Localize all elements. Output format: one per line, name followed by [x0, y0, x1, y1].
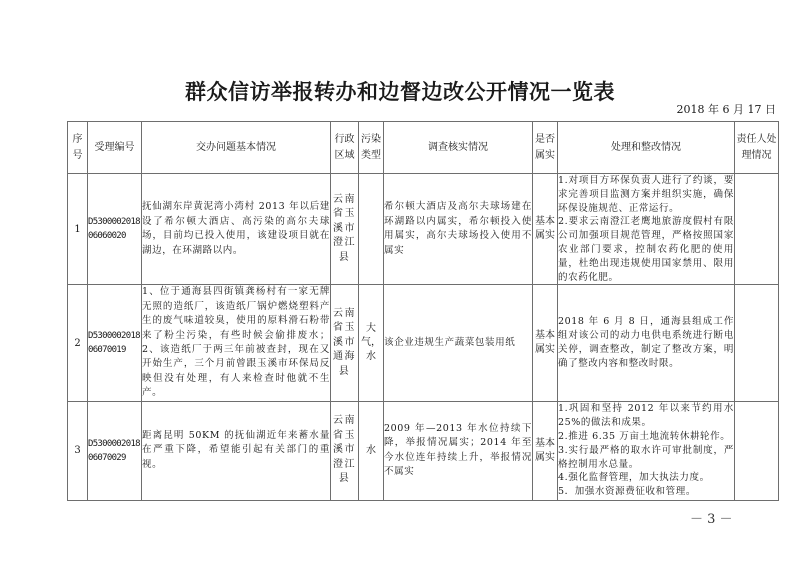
handling-item: 2.推进 6.35 万亩土地流转休耕轮作。 [558, 430, 731, 442]
cell-verified: 基本属实 [533, 285, 558, 401]
header-verified: 是否属实 [533, 122, 558, 174]
cell-investigation: 希尔顿大酒店及高尔夫球场建在环湖路以内属实，希尔顿投入使用属实，高尔夫球场投入使用不属实 [384, 174, 533, 285]
report-table [67, 121, 779, 501]
table-row [68, 285, 779, 401]
cell-problem: 抚仙湖东岸黄泥湾小湾村 2013 年以后建设了希尔顿大酒店、高污染的高尔夫球场，目前均已投入使用，该建设项目就在湖边，在环湖路以内。 [142, 174, 331, 285]
table-header-row [68, 122, 779, 174]
header-handling: 处理和整改情况 [558, 122, 735, 174]
report-date: 2018 年 6 月 17 日 [676, 103, 776, 116]
cell-seq: 2 [68, 285, 88, 401]
handling-item: 2.要求云南澄江老鹰地旅游度假村有限公司加强项目规范管理，严格按照国家农业部门要求，控制农药化肥的使用量，杜绝出现违规使用国家禁用、限用的农药化肥。 [558, 216, 734, 283]
cell-problem: 距离昆明 50KM 的抚仙湖近年来蓄水量在严重下降，希望能引起有关部门的重视。 [142, 401, 331, 500]
cell-seq: 1 [68, 174, 88, 285]
cell-responsible [735, 401, 779, 500]
cell-region: 云南省玉溪市通海县 [331, 285, 359, 401]
header-region: 行政区域 [331, 122, 359, 174]
cell-acceptance-no: D530000201806070029 [88, 401, 142, 500]
cell-acceptance-no: D530000201806060020 [88, 174, 142, 285]
header-investigation: 调查核实情况 [384, 122, 533, 174]
header-problem: 交办问题基本情况 [142, 122, 331, 174]
cell-acceptance-no: D530000201806070019 [88, 285, 142, 401]
cell-responsible [735, 285, 779, 401]
cell-responsible [735, 174, 779, 285]
cell-region: 云南省玉溪市澄江县 [331, 174, 359, 285]
header-responsible: 责任人处理情况 [735, 122, 779, 174]
cell-pollution-type: 水 [359, 401, 384, 500]
cell-handling [558, 285, 735, 401]
cell-verified: 基本属实 [533, 174, 558, 285]
cell-investigation: 2009 年—2013 年水位持续下降，举报情况属实；2014 年至今水位连年持续上升，举报情况不属实 [384, 401, 533, 500]
cell-seq: 3 [68, 401, 88, 500]
cell-verified: 基本属实 [533, 401, 558, 500]
handling-item: 4.强化监督管理，加大执法力度。 [558, 472, 710, 484]
cell-problem: 1、位于通海县四街镇龚杨村有一家无牌无照的造纸厂，该造纸厂锅炉燃烧塑料产生的废气味道较臭，使用的原料滑石粉带来了粉尘污染，有些时候会偷排废水；2、该造纸厂于两三年前被查封，现在又开始生产，三个月前曾跟玉溪市环保局反映但没有处理，有人来检查时他就不生产。 [142, 285, 331, 401]
cell-pollution-type [359, 174, 384, 285]
cell-region: 云南省玉溪市澄江县 [331, 401, 359, 500]
handling-item: 5．加强水资源费征收和管理。 [558, 486, 696, 498]
table-row [68, 174, 779, 285]
cell-investigation: 该企业违规生产蔬菜包装用纸 [384, 285, 533, 401]
page-title: 群众信访举报转办和边督边改公开情况一览表 [185, 79, 615, 104]
page-number: － 3 － [690, 512, 733, 527]
header-acceptance-no: 受理编号 [88, 122, 142, 174]
header-seq: 序号 [68, 122, 88, 174]
cell-handling [558, 174, 735, 285]
header-pollution-type: 污染类型 [359, 122, 384, 174]
table-row [68, 401, 779, 500]
cell-handling [558, 401, 735, 500]
handling-item: 1.巩固和坚持 2012 年以来节约用水 25%的做法和成果。 [558, 403, 734, 429]
cell-pollution-type: 大气，水 [359, 285, 384, 401]
handling-item: 3.实行最严格的取水许可审批制度，严格控制用水总量。 [558, 444, 734, 470]
handling-item: 2018 年 6 月 8 日，通海县组成工作组对该公司的动力电供电系统进行断电关停，调查整改，制定了整改方案，明确了整改内容和整改时限。 [558, 316, 734, 369]
handling-item: 1.对项目方环保负责人进行了约谈，要求完善项目监测方案并组织实施，确保环保设施规范、正常运行。 [558, 175, 734, 214]
